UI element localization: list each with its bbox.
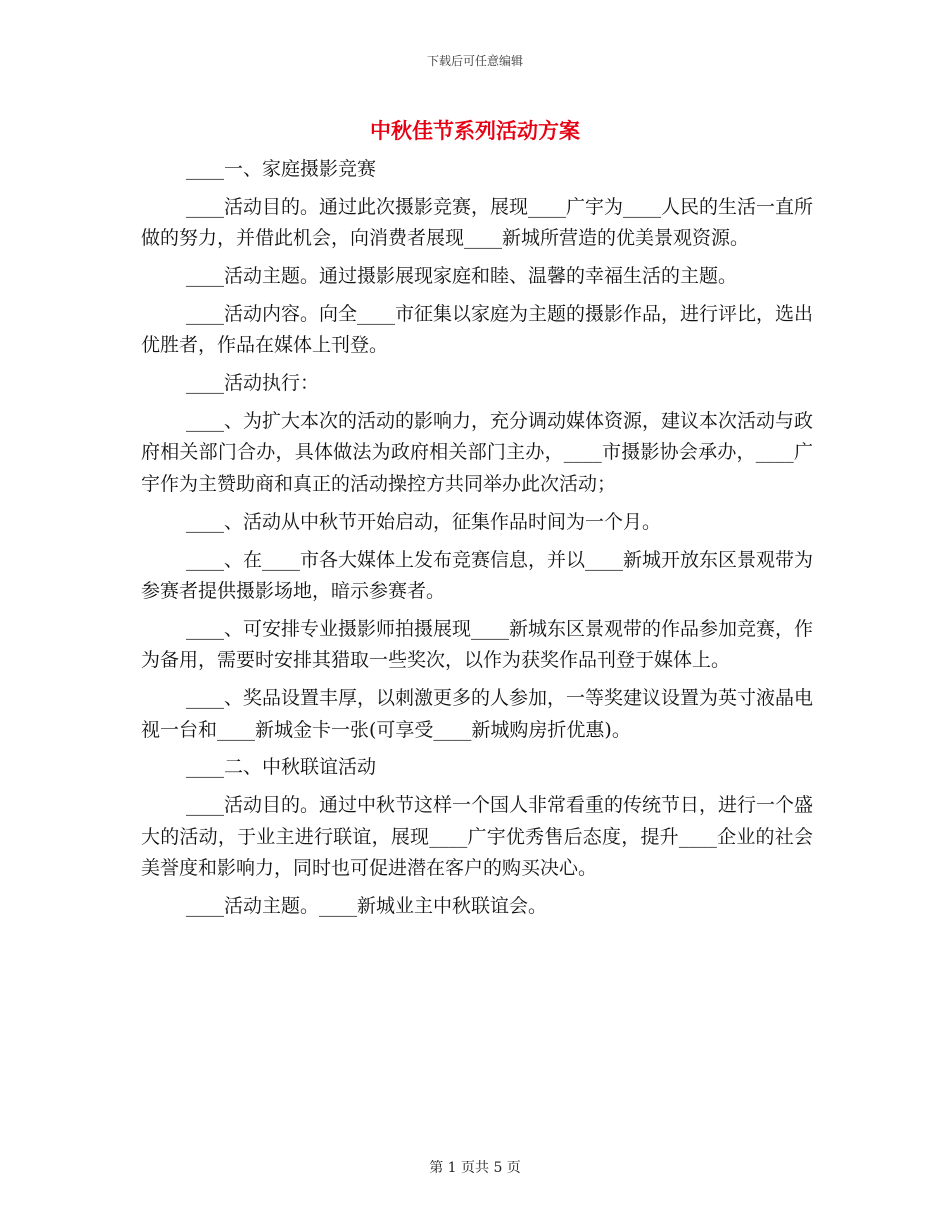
page-header: 下载后可任意编辑 [426,54,523,68]
document-body [141,154,813,929]
paragraph: ____活动主题。____新城业主中秋联谊会。 [186,895,548,918]
paragraph: ____、可安排专业摄影师拍摄展现____新城东区景观带的作品参加竞赛，作为备用，需要时安排其猎取一些奖次，以作为获奖作品刊登于媒体上。 [141,617,814,672]
paragraph: ____、活动从中秋节开始启动，征集作品时间为一个月。 [186,510,662,533]
paragraph: ____活动目的。通过中秋节这样一个国人非常看重的传统节日，进行一个盛大的活动，于业主进行联谊，展现____广宇优秀售后态度，提升____企业的社会美誉度和影响力，同时也可促进潜在客户的购买决心。 [141,794,814,880]
paragraph: ____一、家庭摄影竞赛 [186,158,377,180]
document-title: 中秋佳节系列活动方案 [370,118,580,143]
paragraph: ____、为扩大本次的活动的影响力，充分调动媒体资源，建议本次活动与政府相关部门合办，具体做法为政府相关部门主办，____市摄影协会承办，____广宇作为主赞助商和真正的活动操控方共同举办此次活动； [141,409,814,495]
paragraph: ____活动主题。通过摄影展现家庭和睦、温馨的幸福生活的主题。 [186,265,738,288]
paragraph: ____、在____市各大媒体上发布竞赛信息，并以____新城开放东区景观带为参赛者提供摄影场地，暗示参赛者。 [141,548,814,603]
page-number: 第 1 页共 5 页 [429,1160,521,1176]
paragraph: ____、奖品设置丰厚，以刺激更多的人参加，一等奖建议设置为英寸液晶电视一台和____新城金卡一张(可享受____新城购房折优惠)。 [141,687,814,741]
paragraph: ____活动执行： [186,372,320,395]
paragraph: ____活动内容。向全____市征集以家庭为主题的摄影作品，进行评比，选出优胜者，作品在媒体上刊登。 [141,302,814,357]
paragraph: ____二、中秋联谊活动 [186,756,377,779]
paragraph: ____活动目的。通过此次摄影竞赛，展现____广宇为____人民的生活一直所做的努力，并借此机会，向消费者展现____新城所营造的优美景观资源。 [141,195,814,250]
